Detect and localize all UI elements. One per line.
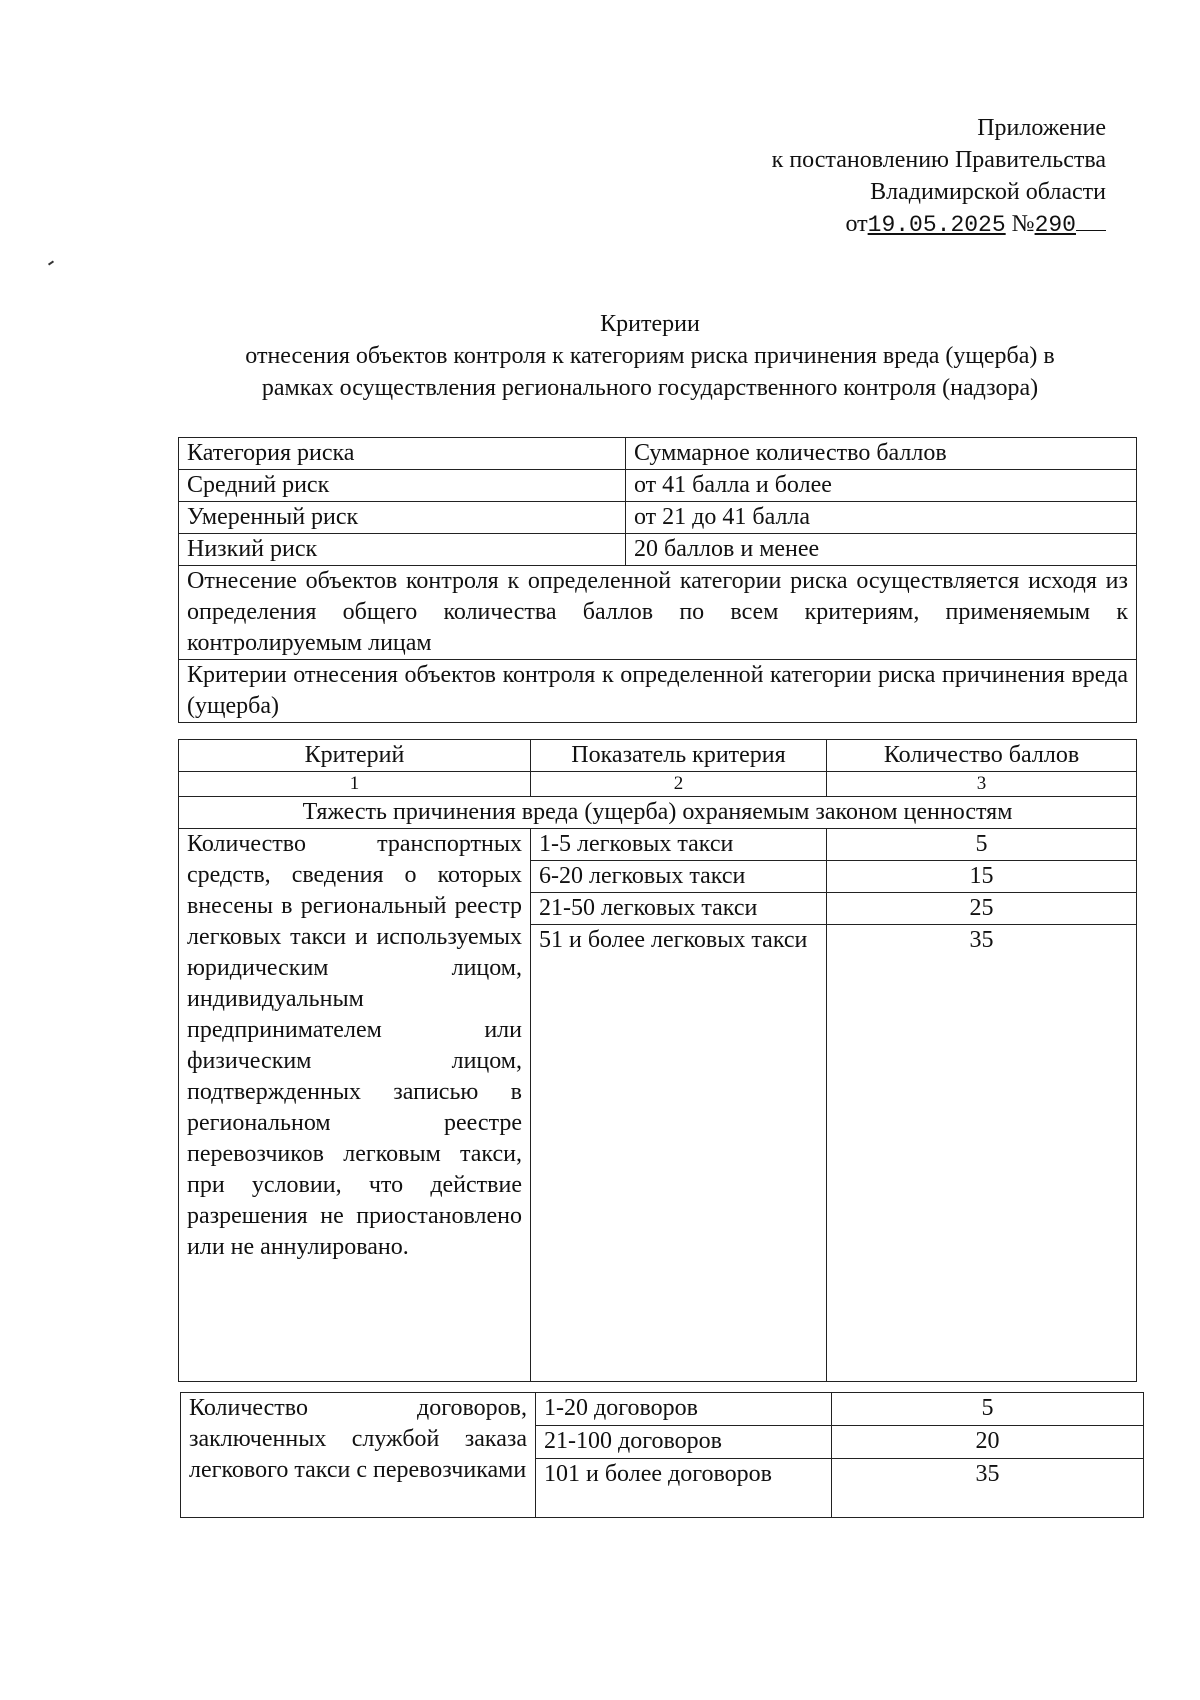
points: 5 bbox=[832, 1393, 1144, 1426]
risk-points: от 21 до 41 балла bbox=[626, 502, 1137, 534]
points: 20 bbox=[832, 1426, 1144, 1459]
appendix-region: Владимирской области bbox=[870, 179, 1106, 205]
header-total-points: Суммарное количество баллов bbox=[626, 438, 1137, 470]
assignment-note: Отнесение объектов контроля к определенной категории риска осуществляется исходя из определения общего количества баллов по всем критериям, применяемым к контролируемым лицам bbox=[179, 566, 1137, 660]
title-line-2: отнесения объектов контроля к категориям риска причинения вреда (ущерба) в bbox=[245, 343, 1055, 369]
indicator: 21-50 легковых такси bbox=[531, 893, 827, 925]
criteria-table bbox=[178, 739, 1137, 1382]
criterion-2-text: Количество договоров, заключенных службой заказа легкового такси с перевозчиками bbox=[181, 1393, 536, 1518]
appendix-resolution: к постановлению Правительства bbox=[771, 147, 1106, 173]
table-row bbox=[179, 534, 1137, 566]
header-criterion: Критерий bbox=[179, 740, 531, 772]
table-row bbox=[179, 829, 1137, 861]
risk-name: Низкий риск bbox=[179, 534, 626, 566]
number-prefix: № bbox=[1011, 211, 1035, 237]
indicator: 6-20 легковых такси bbox=[531, 861, 827, 893]
header-points: Количество баллов bbox=[827, 740, 1137, 772]
table-row bbox=[181, 1393, 1144, 1426]
number-value: 290 bbox=[1034, 212, 1076, 238]
column-index: 1 bbox=[179, 772, 531, 797]
document-title bbox=[170, 308, 1130, 404]
date-value: 19.05.2025 bbox=[867, 212, 1006, 238]
appendix-header bbox=[772, 112, 1106, 241]
table-row bbox=[179, 470, 1137, 502]
indicator: 1-5 легковых такси bbox=[531, 829, 827, 861]
indicator: 1-20 договоров bbox=[536, 1393, 832, 1426]
criteria-note: Критерии отнесения объектов контроля к определенной категории риска причинения вреда (ущерба) bbox=[179, 660, 1137, 723]
points: 35 bbox=[832, 1459, 1144, 1518]
risk-points: от 41 балла и более bbox=[626, 470, 1137, 502]
risk-category-table bbox=[178, 437, 1137, 723]
indicator: 51 и более легковых такси bbox=[531, 925, 827, 1382]
indicator: 21-100 договоров bbox=[536, 1426, 832, 1459]
risk-name: Средний риск bbox=[179, 470, 626, 502]
risk-points: 20 баллов и менее bbox=[626, 534, 1137, 566]
points: 25 bbox=[827, 893, 1137, 925]
table-row bbox=[179, 772, 1137, 797]
table-row bbox=[179, 797, 1137, 829]
title-line-3: рамках осуществления регионального государственного контроля (надзора) bbox=[261, 375, 1039, 401]
points: 15 bbox=[827, 861, 1137, 893]
date-prefix: от bbox=[845, 211, 868, 237]
column-index: 2 bbox=[531, 772, 827, 797]
table-row bbox=[179, 660, 1137, 723]
section-title: Тяжесть причинения вреда (ущерба) охраняемым законом ценностям bbox=[179, 797, 1137, 829]
table-row bbox=[179, 438, 1137, 470]
appendix-label: Приложение bbox=[977, 115, 1106, 141]
table-row bbox=[179, 566, 1137, 660]
column-index: 3 bbox=[827, 772, 1137, 797]
table-row bbox=[179, 740, 1137, 772]
risk-name: Умеренный риск bbox=[179, 502, 626, 534]
points: 35 bbox=[827, 925, 1137, 1382]
number-underline bbox=[1076, 208, 1106, 231]
criterion-1-text: Количество транспортных средств, сведения о которых внесены в региональный реестр легковых такси и используемых юридическим лицом, индивидуальным предпринимателем или физическим лицом, подтвержденных записью в региональном реестре перевозчиков легковым такси, при условии, что действие разрешения не приостановлено или не аннулировано. bbox=[179, 829, 531, 1382]
appendix-date-line bbox=[772, 208, 1106, 241]
criteria-table-continued bbox=[180, 1392, 1144, 1518]
title-line-1: Критерии bbox=[600, 311, 700, 337]
stray-mark bbox=[48, 260, 54, 265]
indicator: 101 и более договоров bbox=[536, 1459, 832, 1518]
header-risk-category: Категория риска bbox=[179, 438, 626, 470]
header-indicator: Показатель критерия bbox=[531, 740, 827, 772]
table-row bbox=[179, 502, 1137, 534]
points: 5 bbox=[827, 829, 1137, 861]
